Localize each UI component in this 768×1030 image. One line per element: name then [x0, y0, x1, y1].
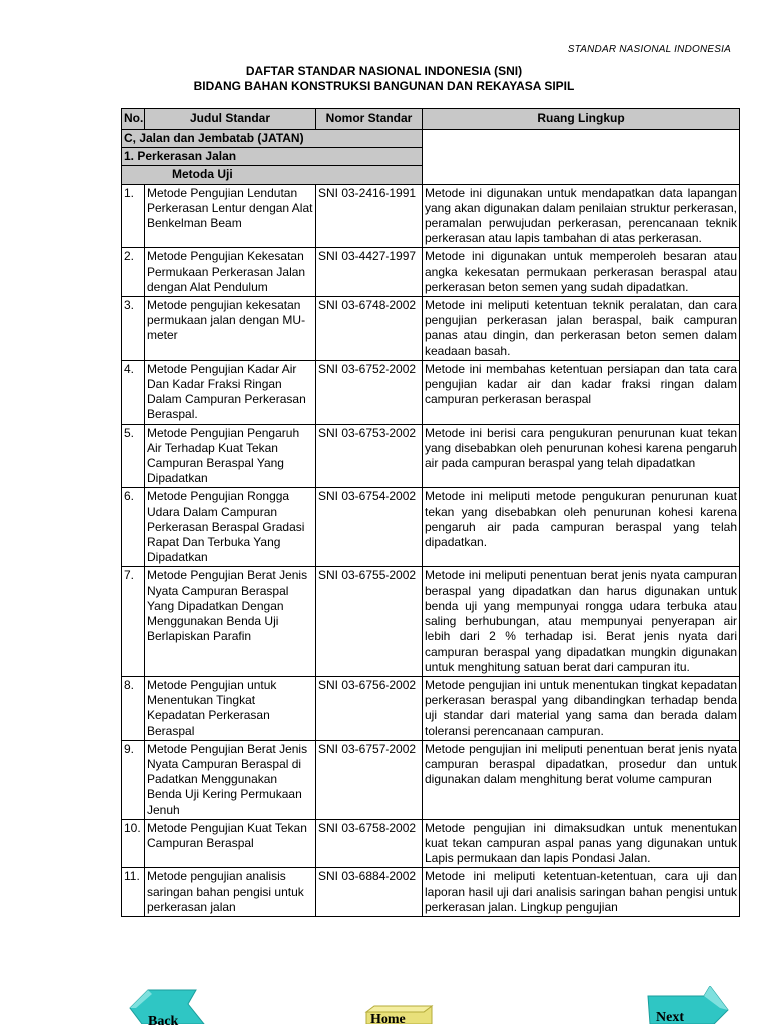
running-title: STANDAR NASIONAL INDONESIA — [567, 44, 731, 55]
cell-nomor: SNI 03-6752-2002 — [316, 360, 423, 424]
cell-judul: Metode Pengujian Pengaruh Air Terhadap Kuat Tekan Campuran Beraspal Yang Dipadatkan — [145, 424, 316, 488]
cell-ruang: Metode ini berisi cara pengukuran penurunan kuat tekan yang disebabkan oleh penurunan kohesi karena pengaruh air pada campuran beraspal yang telah dipadatkan — [423, 424, 740, 488]
table-row — [122, 819, 740, 868]
col-header-no: No. — [122, 109, 145, 130]
col-header-nomor: Nomor Standar — [316, 109, 423, 130]
table-header-row — [122, 109, 740, 130]
back-button[interactable] — [118, 986, 208, 1029]
table-row — [122, 424, 740, 488]
table-row — [122, 740, 740, 819]
cell-no: 10. — [122, 819, 145, 868]
cell-ruang: Metode pengujian ini dimaksudkan untuk menentukan kuat tekan campuran aspal panas yang digunakan untuk Lapis permukaan dan lapis Pondasi Jalan. — [423, 819, 740, 868]
cell-no: 9. — [122, 740, 145, 819]
cell-nomor: SNI 03-6758-2002 — [316, 819, 423, 868]
cell-no: 11. — [122, 868, 145, 917]
cell-ruang: Metode ini meliputi metode pengukuran penurunan kuat tekan yang disebabkan oleh penurunan kohesi karena pengaruh air pada campuran beraspal yang telah dipadatkan. — [423, 488, 740, 567]
cell-nomor: SNI 03-6748-2002 — [316, 297, 423, 361]
table-row — [122, 248, 740, 297]
cell-no: 1. — [122, 184, 145, 248]
cell-nomor: SNI 03-6756-2002 — [316, 676, 423, 740]
cell-nomor: SNI 03-6757-2002 — [316, 740, 423, 819]
table-row — [122, 360, 740, 424]
cell-no: 6. — [122, 488, 145, 567]
cell-nomor: SNI 03-6884-2002 — [316, 868, 423, 917]
cell-nomor: SNI 03-6753-2002 — [316, 424, 423, 488]
home-label: Home — [370, 1012, 406, 1027]
cell-no: 3. — [122, 297, 145, 361]
back-label: Back — [148, 1014, 179, 1029]
next-label: Next — [656, 1010, 684, 1025]
title-line-2: BIDANG BAHAN KONSTRUKSI BANGUNAN DAN REKAYASA SIPIL — [193, 79, 575, 93]
cell-judul: Metode Pengujian Kekesatan Permukaan Perkerasan Jalan dengan Alat Pendulum — [145, 248, 316, 297]
standards-table — [121, 108, 740, 917]
title-line-1: DAFTAR STANDAR NASIONAL INDONESIA (SNI) — [245, 64, 523, 78]
cell-ruang: Metode pengujian ini meliputi penentuan berat jenis nyata campuran beraspal dipadatkan, prosedur dan untuk digunakan dalam menghitung berat volume campuran — [423, 740, 740, 819]
col-header-judul: Judul Standar — [145, 109, 316, 130]
cell-no: 2. — [122, 248, 145, 297]
cell-judul: Metode Pengujian Kadar Air Dan Kadar Fraksi Ringan Dalam Campuran Perkerasan Beraspal. — [145, 360, 316, 424]
cell-ruang: Metode ini meliputi ketentuan-ketentuan, cara uji dan laporan hasil uji dari analisis saringan bahan pengisi untuk perkerasan jalan. Lingkup pengujian — [423, 868, 740, 917]
group-label: Metoda Uji — [122, 166, 423, 184]
cell-ruang: Metode ini meliputi penentuan berat jenis nyata campuran beraspal yang dipadatkan dan harus digunakan untuk benda uji yang mempunyai rongga udara terbuka atau saling berhubungan, atau mempunyai penyerapan air lebih dari 2 % terhadap isi. Berat jenis nyata dari campuran beraspal yang dipadatkan mungkin digunakan untuk menghitung satuan berat dari campuran itu. — [423, 567, 740, 676]
cell-judul: Metode Pengujian Lendutan Perkerasan Lentur dengan Alat Benkelman Beam — [145, 184, 316, 248]
cell-no: 7. — [122, 567, 145, 676]
next-button[interactable] — [644, 986, 730, 1024]
cell-ruang: Metode ini digunakan untuk memperoleh besaran atau angka kekesatan permukaan perkerasan beraspal atau perkerasan beton semen yang sudah dipadatkan. — [423, 248, 740, 297]
home-button[interactable] — [362, 1004, 436, 1027]
cell-judul: Metode Pengujian Berat Jenis Nyata Campuran Beraspal Yang Dipadatkan Dengan Menggunakan Benda Uji Berlapiskan Parafin — [145, 567, 316, 676]
col-header-ruang: Ruang Lingkup — [423, 109, 740, 130]
section-label: C, Jalan dan Jembatab (JATAN) — [122, 130, 423, 148]
cell-ruang: Metode ini meliputi ketentuan teknik peralatan, dan cara pengujian perkerasan jalan beraspal, baik campuran panas atau dingin, dan perkerasan beton semen dalam keadaan basah. — [423, 297, 740, 361]
cell-nomor: SNI 03-4427-1997 — [316, 248, 423, 297]
section-blank-cell — [423, 130, 740, 185]
cell-judul: Metode Pengujian Kuat Tekan Campuran Beraspal — [145, 819, 316, 868]
cell-judul: Metode Pengujian Berat Jenis Nyata Campuran Beraspal di Padatkan Menggunakan Benda Uji Kering Permukaan Jenuh — [145, 740, 316, 819]
cell-ruang: Metode pengujian ini untuk menentukan tingkat kepadatan perkerasan beraspal yang dibandingkan terhadap benda uji standar dari material yang sama dan berada dalam toleransi perencanaan campuran. — [423, 676, 740, 740]
cell-judul: Metode Pengujian Rongga Udara Dalam Campuran Perkerasan Beraspal Gradasi Rapat Dan Terbuka Yang Dipadatkan — [145, 488, 316, 567]
table-row — [122, 184, 740, 248]
cell-judul: Metode pengujian kekesatan permukaan jalan dengan MU-meter — [145, 297, 316, 361]
subsection-label: 1. Perkerasan Jalan — [122, 148, 423, 166]
table-row — [122, 676, 740, 740]
cell-no: 8. — [122, 676, 145, 740]
table-row — [122, 488, 740, 567]
cell-no: 5. — [122, 424, 145, 488]
document-title — [0, 64, 768, 94]
table-row — [122, 868, 740, 917]
cell-nomor: SNI 03-2416-1991 — [316, 184, 423, 248]
cell-nomor: SNI 03-6754-2002 — [316, 488, 423, 567]
table-row — [122, 297, 740, 361]
cell-nomor: SNI 03-6755-2002 — [316, 567, 423, 676]
section-row — [122, 130, 740, 148]
cell-ruang: Metode ini membahas ketentuan persiapan dan tata cara pengujian kadar air dan kadar fraksi ringan dalam campuran perkerasan beraspal — [423, 360, 740, 424]
cell-ruang: Metode ini digunakan untuk mendapatkan data lapangan yang akan digunakan dalam penilaian struktur perkerasan, peramalan perwujudan perkerasan, perencanaan teknik perkerasan atau lapis tambahan di atas perkerasan. — [423, 184, 740, 248]
cell-judul: Metode pengujian analisis saringan bahan pengisi untuk perkerasan jalan — [145, 868, 316, 917]
table-row — [122, 567, 740, 676]
cell-judul: Metode Pengujian untuk Menentukan Tingkat Kepadatan Perkerasan Beraspal — [145, 676, 316, 740]
cell-no: 4. — [122, 360, 145, 424]
